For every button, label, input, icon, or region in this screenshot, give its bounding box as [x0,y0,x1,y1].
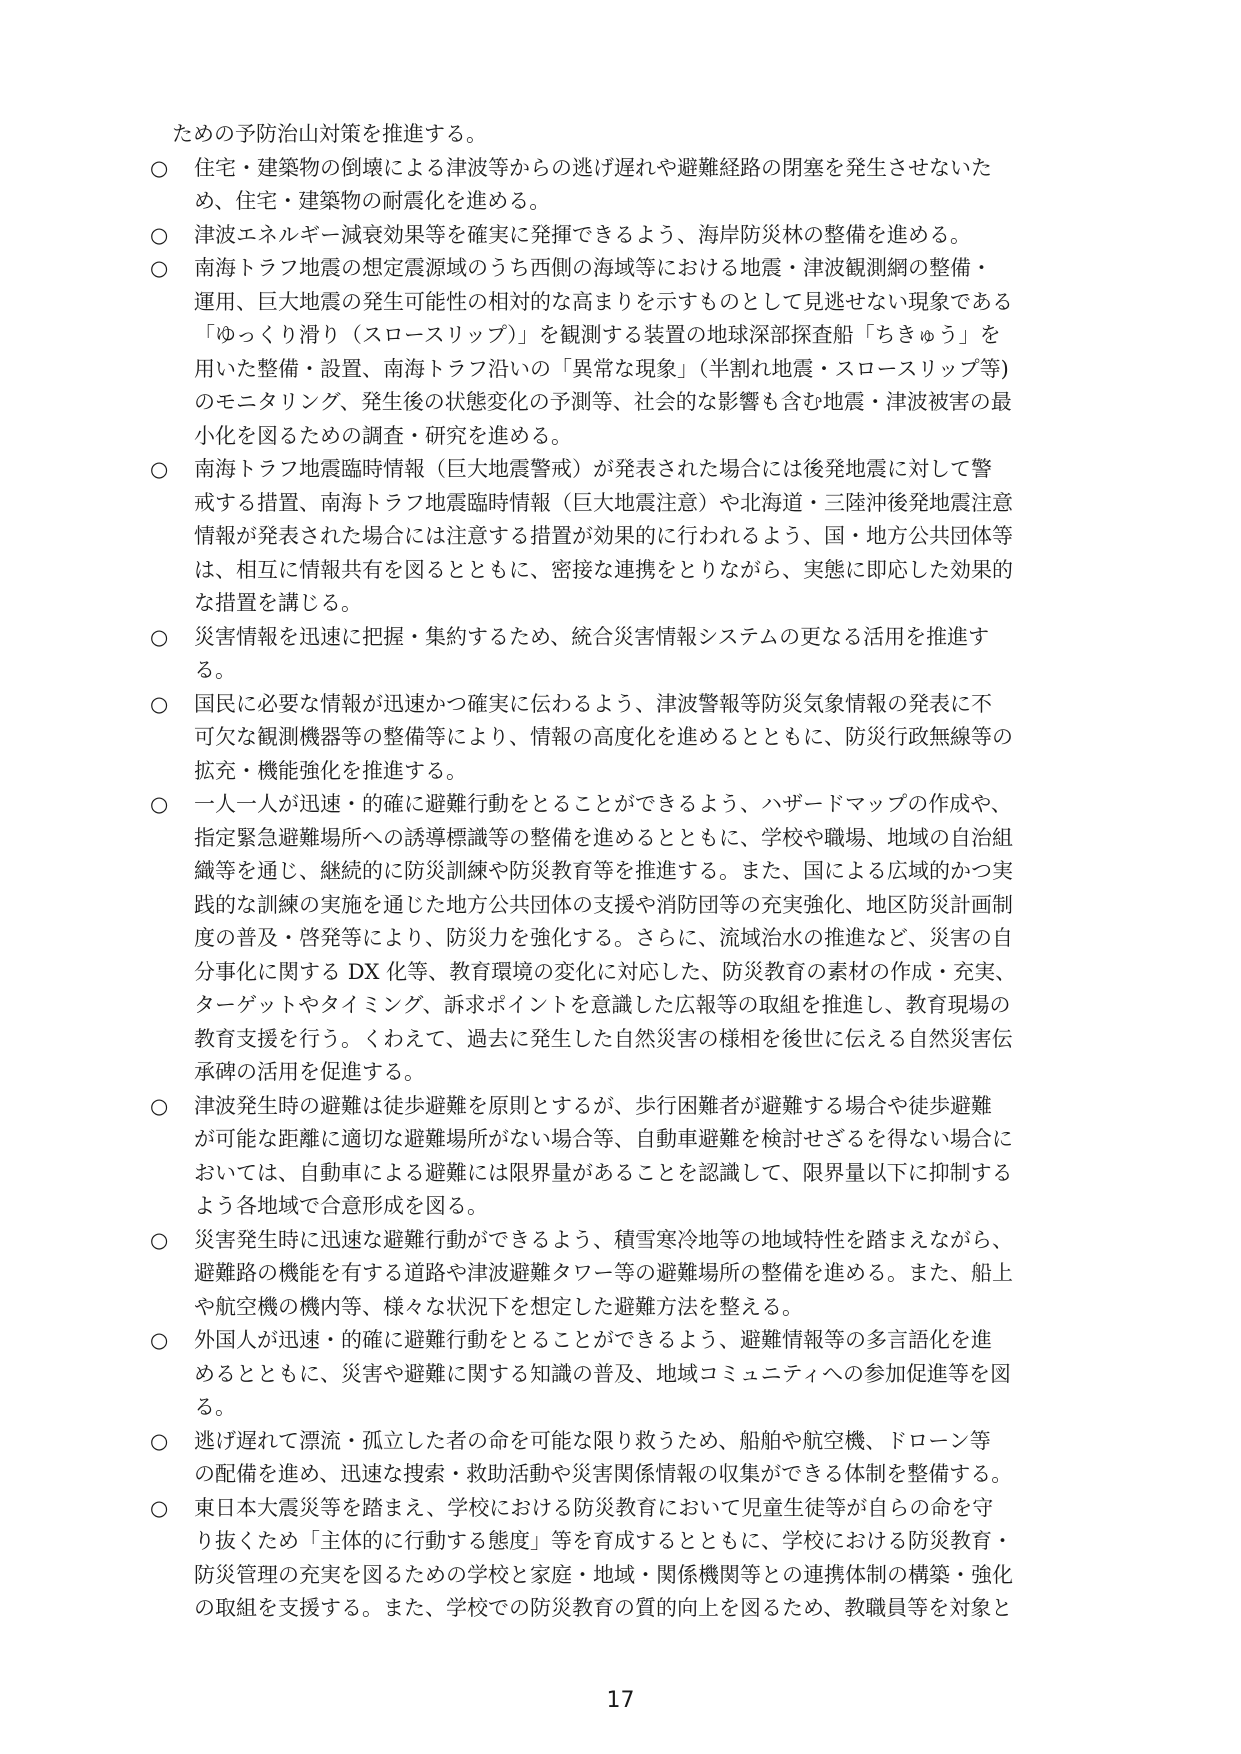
text-line: 小化を図るための調査・研究を進める。 [194,423,573,448]
text-line: 践的な訓練の実施を通じた地方公共団体の支援や消防団等の充実強化、地区防災計画制 [194,892,1014,917]
text-line: 情報が発表された場合には注意する措置が効果的に行われるよう、国・地方公共団体等 [194,524,1014,548]
list-item [150,1324,1095,1425]
text-line: 国民に必要な情報が迅速かつ確実に伝わるよう、津波警報等防災気象情報の発表に不 [194,691,993,716]
list-item-text [172,219,1095,253]
text-line: ターゲットやタイミング、訴求ポイントを意識した広報等の取組を推進し、教育現場の [194,993,1011,1017]
list-item [150,788,1095,1090]
text-line: 防災管理の充実を図るための学校と家庭・地域・関係機関等との連携体制の構築・強化 [194,1562,1014,1587]
text-line: 津波エネルギー減衰効果等を確実に発揮できるよう、海岸防災林の整備を進める。 [194,222,972,247]
text-line: めるとともに、災害や避難に関する知識の普及、地域コミュニティへの参加促進等を図 [194,1361,1011,1386]
text-line: 拡充・機能強化を推進する。 [194,758,468,783]
bullet-marker-icon: ○ [150,1227,169,1252]
text-line: り抜くため「主体的に行動する態度」等を育成するとともに、学校における防災教育・ [194,1529,1014,1553]
text-line: め、住宅・建築物の耐震化を進める。 [194,189,551,213]
text-line: 南海トラフ地震の想定震源域のうち西側の海域等における地震・津波観測網の整備・ [194,256,993,280]
text-line: 津波発生時の避難は徒歩避難を原則とするが、歩行困難者が避難する場合や徒歩避難 [194,1093,993,1118]
text-line: 東日本大震災等を踏まえ、学校における防災教育において児童生徒等が自らの命を守 [194,1495,994,1520]
text-line: や航空機の機内等、様々な状況下を想定した避難方法を整える。 [194,1294,804,1319]
text-line: 一人一人が迅速・的確に避難行動をとることができるよう、ハザードマップの作成や、 [194,792,1012,816]
list-item-text [172,1224,1095,1325]
text-line: 外国人が迅速・的確に避難行動をとることができるよう、避難情報等の多言語化を進 [194,1328,993,1352]
list-item-text [172,1425,1095,1492]
text-line: 織等を通じ、継続的に防災訓練や防災教育等を推進する。また、国による広域的かつ実 [194,859,1014,883]
list-item-text [172,1492,1095,1626]
text-line: 逃げ遅れて漂流・孤立した者の命を可能な限り救うため、船舶や航空機、ドローン等 [194,1428,991,1453]
list-item [150,688,1095,789]
bullet-marker-icon: ○ [150,222,169,247]
list-item-text [172,621,1095,688]
bullet-marker-icon: ○ [150,1428,169,1453]
list-item-text [172,453,1095,621]
text-line: のモニタリング、発生後の状態変化の予測等、社会的な影響も含む地震・津波被害の最 [194,390,1012,414]
list-item-text [172,788,1095,1090]
text-line: の取組を支援する。また、学校での防災教育の質的向上を図るため、教職員等を対象と [194,1596,1013,1620]
text-line: る。 [194,658,237,682]
list-item [150,252,1095,453]
text-line: 災害発生時に迅速な避難行動ができるよう、積雪寒冷地等の地域特性を踏まえながら、 [194,1227,1014,1252]
text-line: は、相互に情報共有を図るとともに、密接な連携をとりながら、実態に即応した効果的 [194,557,1014,582]
text-line: 承碑の活用を促進する。 [194,1060,426,1084]
bullet-marker-icon: ○ [150,1495,169,1520]
continuation-line: ための予防治山対策を推進する。 [172,122,487,146]
bullet-marker-icon: ○ [150,624,169,649]
text-line: 避難路の機能を有する道路や津波避難タワー等の避難場所の整備を進める。また、船上 [194,1261,1014,1285]
text-line: おいては、自動車による避難には限界量があることを認識して、限界量以下に抑制する [194,1160,1013,1185]
text-line: 可欠な観測機器等の整備等により、情報の高度化を進めるとともに、防災行政無線等の [194,725,1014,749]
text-line: る。 [194,1395,237,1419]
list-item-text [172,1324,1095,1425]
list-item [150,621,1095,688]
text-line: 住宅・建築物の倒壊による津波等からの逃げ遅れや避難経路の閉塞を発生させないた [194,155,993,180]
bullet-marker-icon: ○ [150,256,169,280]
text-line: 分事化に関する DX 化等、教育環境の変化に対応した、防災教育の素材の作成・充実、 [194,959,1017,984]
text-line: 指定緊急避難場所への誘導標識等の整備を進めるとともに、学校や職場、地域の自治組 [194,825,1014,850]
text-line: 戒する措置、南海トラフ地震臨時情報（巨大地震注意）や北海道・三陸沖後発地震注意 [194,490,1014,515]
bullet-marker-icon: ○ [150,155,169,180]
list-item [150,1425,1095,1492]
list-item-text [172,688,1095,789]
document-body [150,118,1095,1626]
list-item-text [172,152,1095,219]
list-item [150,219,1095,253]
bullet-marker-icon: ○ [150,691,169,716]
list-item [150,1224,1095,1325]
bullet-marker-icon: ○ [150,1093,169,1118]
list-item [150,1492,1095,1626]
bullet-marker-icon: ○ [150,457,169,481]
text-line: 度の普及・啓発等により、防災力を強化する。さらに、流域治水の推進など、災害の自 [194,926,1014,950]
text-line: 災害情報を迅速に把握・集約するため、統合災害情報システムの更なる活用を推進す [194,624,990,649]
text-line: の配備を進め、迅速な捜索・救助活動や災害関係情報の収集ができる体制を整備する。 [194,1462,1013,1486]
page-number: 17 [606,1688,635,1713]
bullet-marker-icon: ○ [150,1328,169,1352]
text-line: 南海トラフ地震臨時情報（巨大地震警戒）が発表された場合には後発地震に対して警 [194,457,993,481]
text-line: が可能な距離に適切な避難場所がない場合等、自動車避難を検討せざるを得ない場合に [194,1127,1014,1151]
text-line: 「ゆっくり滑り（スロースリップ）」を観測する装置の地球深部探査船「ちきゅう」を [194,323,1001,347]
bullet-list [150,152,1095,1626]
list-item [150,453,1095,621]
text-line: よう各地域で合意形成を図る。 [194,1194,489,1218]
text-line: 教育支援を行う。くわえて、過去に発生した自然災害の様相を後世に伝える自然災害伝 [194,1026,1013,1051]
list-item [150,1090,1095,1224]
text-line: 用いた整備・設置、南海トラフ沿いの「異常な現象」（半割れ地震・スロースリップ等) [194,356,1009,381]
text-line: 運用、巨大地震の発生可能性の相対的な高まりを示すものとして見逃せない現象である [194,289,1014,314]
list-item-text [172,252,1095,453]
bullet-marker-icon: ○ [150,792,169,816]
list-item-text [172,1090,1095,1224]
text-line: な措置を講じる。 [194,591,363,615]
list-item [150,152,1095,219]
